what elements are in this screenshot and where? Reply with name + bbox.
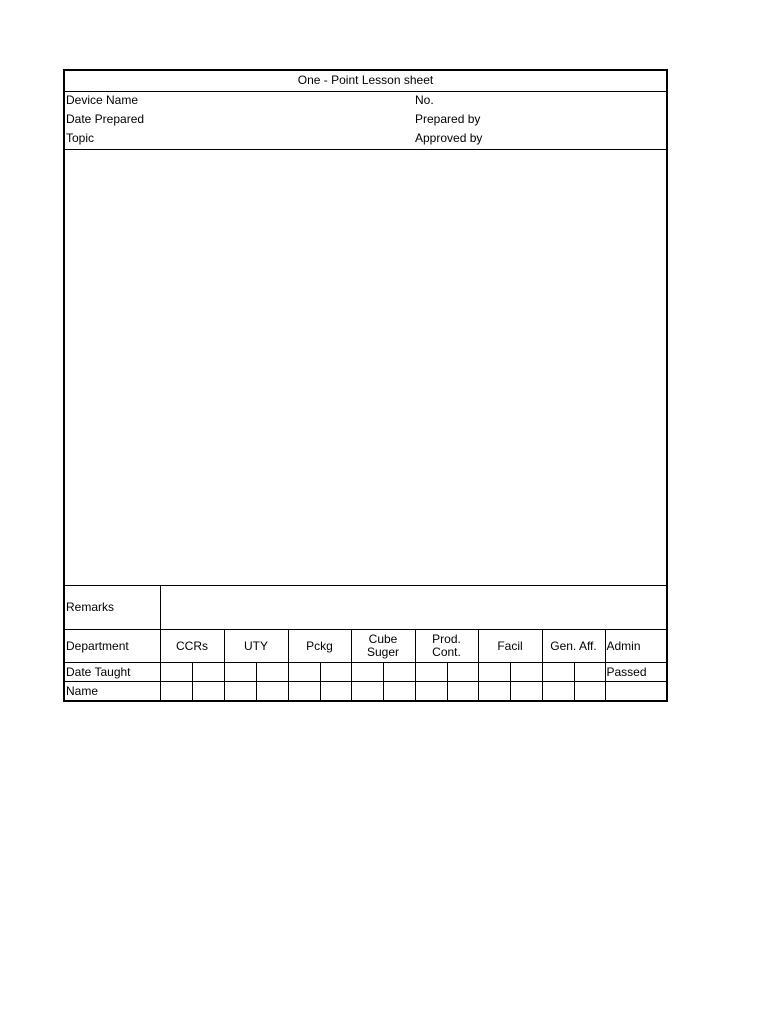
date-taught-label: Date Taught	[65, 663, 160, 682]
header-info	[65, 91, 666, 150]
name-cell	[415, 682, 447, 702]
date-cell	[288, 663, 320, 682]
training-record-table	[65, 585, 667, 702]
dept-pckg: Pckg	[288, 630, 351, 663]
dept-facil: Facil	[478, 630, 542, 663]
date-cell	[383, 663, 415, 682]
department-label: Department	[65, 630, 160, 663]
admin-label: Admin	[605, 630, 667, 663]
name-label: Name	[65, 682, 160, 702]
passed-label: Passed	[605, 663, 667, 682]
name-cell	[192, 682, 224, 702]
department-row	[65, 630, 667, 663]
date-cell	[192, 663, 224, 682]
remarks-label: Remarks	[65, 586, 160, 630]
name-cell	[383, 682, 415, 702]
dept-prod-cont: Prod. Cont.	[415, 630, 478, 663]
date-cell	[224, 663, 256, 682]
dept-uty: UTY	[224, 630, 288, 663]
name-cell	[542, 682, 574, 702]
name-cell	[478, 682, 510, 702]
name-cell	[447, 682, 478, 702]
prepared-by-label: Prepared by	[415, 112, 481, 126]
date-cell	[510, 663, 542, 682]
dept-cube-suger: Cube Suger	[351, 630, 415, 663]
topic-label: Topic	[66, 131, 95, 145]
date-cell	[574, 663, 605, 682]
date-cell	[478, 663, 510, 682]
passed-name-cell	[605, 682, 667, 702]
date-cell	[256, 663, 288, 682]
name-cell	[351, 682, 383, 702]
date-cell	[160, 663, 192, 682]
name-cell	[224, 682, 256, 702]
dept-ccrs: CCRs	[160, 630, 224, 663]
number-label: No.	[415, 93, 434, 107]
dept-gen-aff: Gen. Aff.	[542, 630, 605, 663]
sheet-title: One - Point Lesson sheet	[65, 71, 666, 92]
name-cell	[288, 682, 320, 702]
name-cell	[510, 682, 542, 702]
date-cell	[542, 663, 574, 682]
device-name-label: Device Name	[66, 93, 139, 107]
remarks-row	[65, 586, 667, 630]
date-cell	[351, 663, 383, 682]
approved-by-label: Approved by	[415, 131, 483, 145]
name-row	[65, 682, 667, 702]
date-cell	[320, 663, 351, 682]
date-taught-row	[65, 663, 667, 682]
date-prepared-label: Date Prepared	[66, 112, 145, 126]
one-point-lesson-sheet	[63, 69, 668, 702]
name-cell	[160, 682, 192, 702]
name-cell	[320, 682, 351, 702]
remarks-field	[160, 586, 667, 630]
date-cell	[415, 663, 447, 682]
name-cell	[574, 682, 605, 702]
date-cell	[447, 663, 478, 682]
lesson-content-area	[65, 150, 666, 585]
name-cell	[256, 682, 288, 702]
